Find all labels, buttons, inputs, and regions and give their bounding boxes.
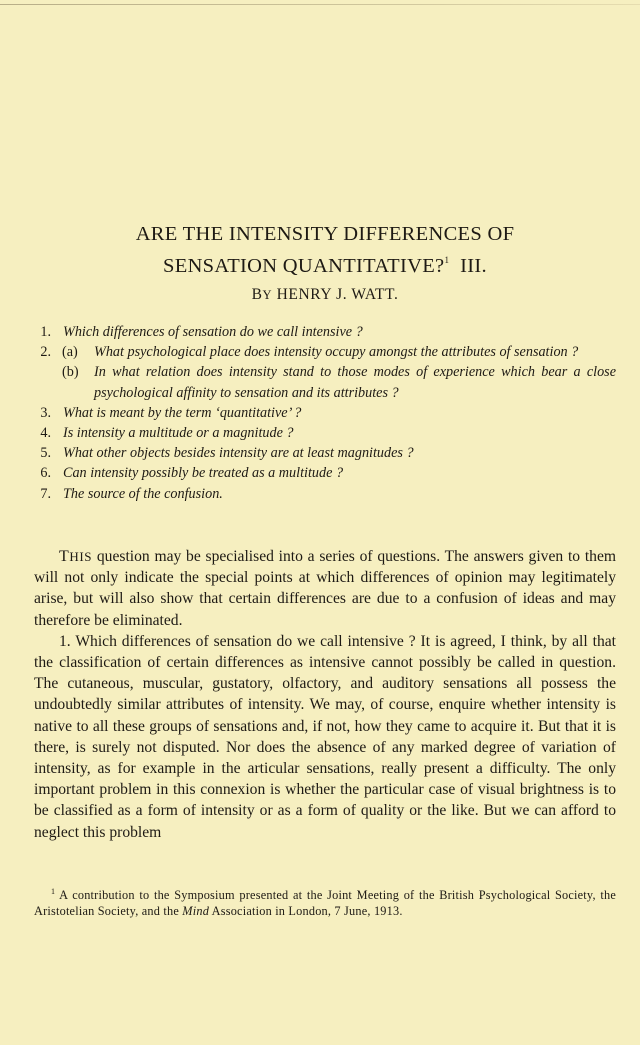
question-item-4: [34, 423, 616, 443]
question-number: 3.: [40, 404, 51, 421]
question-text: The source of the confusion.: [63, 485, 223, 502]
question-sub-label: (a): [62, 344, 78, 361]
drop-word-cap: T: [59, 548, 70, 565]
title-part-number: III.: [460, 255, 487, 277]
footnote: [34, 884, 616, 920]
question-text: What is meant by the term ‘quantitative’ ?: [63, 404, 302, 421]
footnote-text-after: Association in London, 7 June, 1913.: [209, 904, 403, 919]
question-text: What psychological place does intensity occupy amongst the attributes of sensation ?: [94, 344, 579, 361]
page-edge-line: [0, 4, 640, 5]
body-paragraph-1: [34, 546, 616, 631]
question-text: Which differences of sensation do we call intensive ?: [63, 324, 363, 340]
question-item-3: [34, 403, 616, 423]
question-item-7: [34, 484, 616, 504]
question-sub-label: (b): [62, 364, 79, 381]
footnote-text-before: A contribution to the Symposium presented at the Joint Meeting of the British Psychological Society, the Aristotelian Society, and the: [34, 888, 616, 919]
question-number: 7.: [40, 485, 51, 502]
question-item-1: [34, 322, 616, 342]
question-text: Can intensity possibly be treated as a multitude ?: [63, 465, 344, 482]
question-text: Is intensity a multitude or a magnitude ?: [63, 425, 294, 442]
byline-prefix-rest: Y: [262, 288, 273, 302]
question-item-6: [34, 463, 616, 483]
title-footnote-mark: 1: [444, 255, 450, 265]
article-body: [34, 546, 616, 843]
question-number: 5.: [40, 445, 51, 462]
question-item-5: [34, 443, 616, 463]
question-item-2a: [34, 342, 616, 362]
article-title: [34, 221, 616, 279]
question-text: What other objects besides intensity are at least magnitudes ?: [63, 445, 414, 462]
drop-word-rest: HIS: [69, 549, 93, 564]
footnote-italic-word: Mind: [182, 904, 210, 919]
footnote-paragraph: [34, 884, 616, 920]
body-paragraph-2: 1. Which differences of sensation do we call intensive ? It is agreed, I think, by all that the classification of certain differences as intensive cannot possibly be called in question. The cutaneous, muscular, gustatory, olfactory, and auditory sensations all possess the undoubtedly similar attributes of intensity. We may, of course, enquire whether intensity is native to all these groups of sensations and, if not, how they came to acquire it. But that it is there, is surely not disputed. Nor does the absence of any marked degree of variation of intensity, as for example in the articular sensations, really present a difficulty. The only important problem in this connexion is whether the particular case of visual brightness is to be classified as a form of intensity or as a form of quality or the like. But we can afford to neglect this problem: [34, 632, 616, 841]
footnote-mark: 1: [51, 887, 56, 896]
byline-prefix-cap: B: [251, 286, 263, 303]
question-number: 1.: [40, 324, 51, 340]
byline: [34, 286, 616, 304]
question-number: 2.: [40, 344, 51, 361]
question-text: In what relation does intensity stand to those modes of experience which bear a close psychological affinity to sensation and its attributes ?: [94, 364, 616, 401]
drop-word: [59, 549, 92, 564]
question-number: 6.: [40, 465, 51, 482]
title-line-2: [34, 247, 616, 279]
paragraph-1-text: question may be specialised into a series of questions. The answers given to them will not only indicate the special points at which differences of opinion may legitimately arise, but will also show that certain differences are due to a confusion of ideas and may therefore be eliminated.: [34, 548, 616, 629]
question-number: 4.: [40, 425, 51, 442]
question-list: [34, 322, 616, 504]
question-item-2b: [34, 362, 616, 402]
author-name: HENRY J. WATT.: [276, 286, 399, 303]
title-line-2-text: SENSATION QUANTITATIVE?: [163, 255, 445, 277]
title-line-1: ARE THE INTENSITY DIFFERENCES OF: [135, 223, 515, 245]
